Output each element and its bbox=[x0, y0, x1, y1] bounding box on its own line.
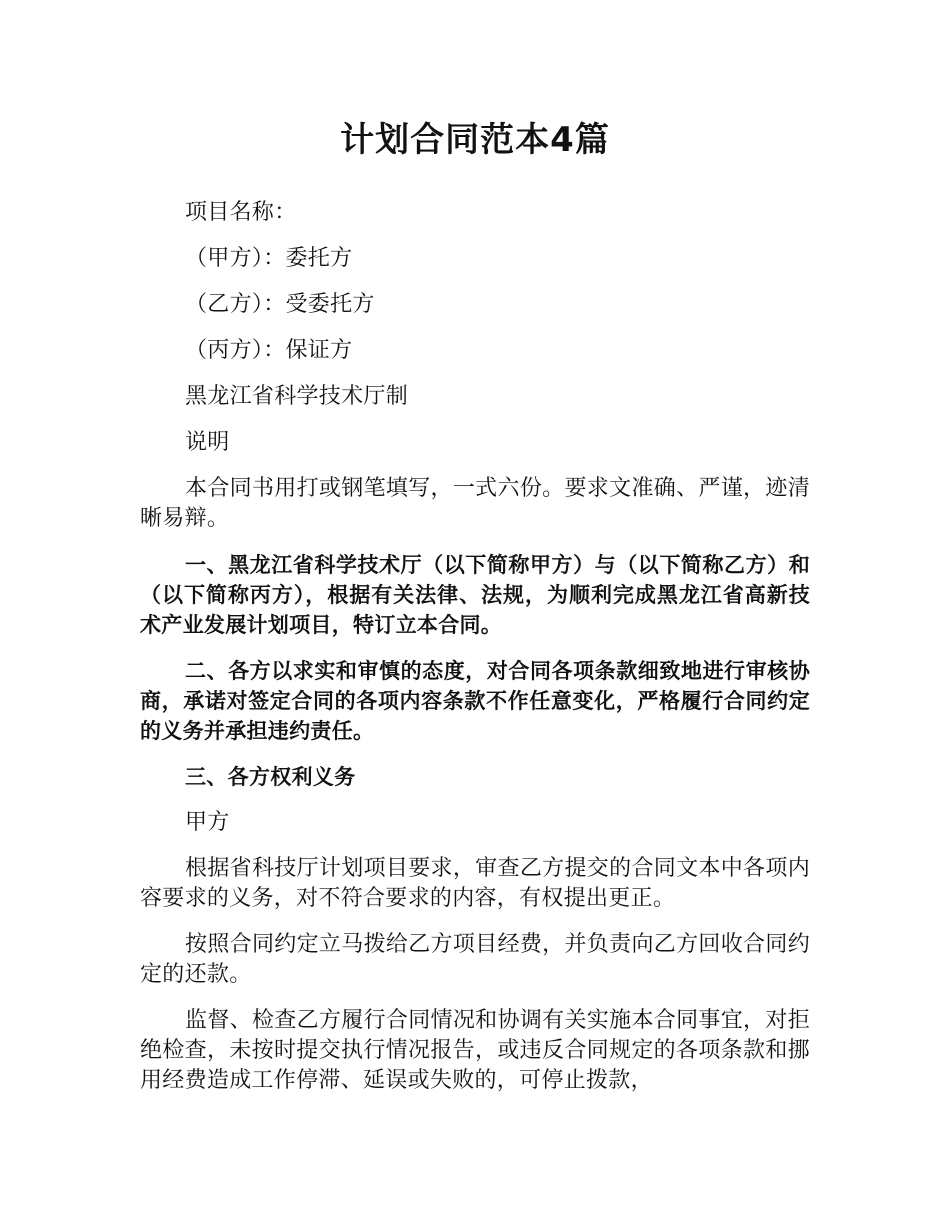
paragraph-clause-3-heading: 三、各方权利义务 bbox=[185, 765, 356, 789]
paragraph-explanation: 本合同书用打或钢笔填写，一式六份。要求文准确、严谨，迹清晰易辩。 bbox=[140, 476, 810, 531]
paragraph-clause-1: 一、黑龙江省科学技术厅（以下简称甲方）与（以下简称乙方）和（以下简称丙方），根据有关法律、法规，为顺利完成黑龙江省高新技术产业发展计划项目，特订立本合同。 bbox=[140, 553, 810, 637]
paragraph-party-c: （丙方）：保证方 bbox=[185, 338, 353, 363]
paragraph-party-b: （乙方）：受委托方 bbox=[185, 292, 375, 317]
paragraph-party-a: （甲方）：委托方 bbox=[185, 246, 353, 271]
paragraph-issuer: 黑龙江省科学技术厅制 bbox=[185, 384, 409, 409]
document-title: 计划合同范本4篇 bbox=[340, 120, 610, 160]
document-body bbox=[140, 198, 810, 1112]
paragraph-explanation-heading: 说明 bbox=[185, 430, 230, 455]
paragraph-clause-2: 二、各方以求实和审慎的态度，对合同各项条款细致地进行审核协商，承诺对签定合同的各项内容条款不作任意变化，严格履行合同约定的义务并承担违约责任。 bbox=[140, 659, 810, 743]
paragraph-project-name: 项目名称： bbox=[185, 200, 297, 225]
paragraph-party-a-heading: 甲方 bbox=[185, 810, 230, 835]
paragraph-party-a-duty-1: 根据省科技厅计划项目要求，审查乙方提交的合同文本中各项内容要求的义务，对不符合要求的内容，有权提出更正。 bbox=[140, 856, 810, 911]
paragraph-party-a-duty-3: 监督、检查乙方履行合同情况和协调有关实施本合同事宜，对拒绝检查，未按时提交执行情况报告，或违反合同规定的各项条款和挪用经费造成工作停滞、延误或失败的，可停止拨款， bbox=[140, 1008, 810, 1093]
paragraph-party-a-duty-2: 按照合同约定立马拨给乙方项目经费，并负责向乙方回收合同约定的还款。 bbox=[140, 932, 810, 987]
